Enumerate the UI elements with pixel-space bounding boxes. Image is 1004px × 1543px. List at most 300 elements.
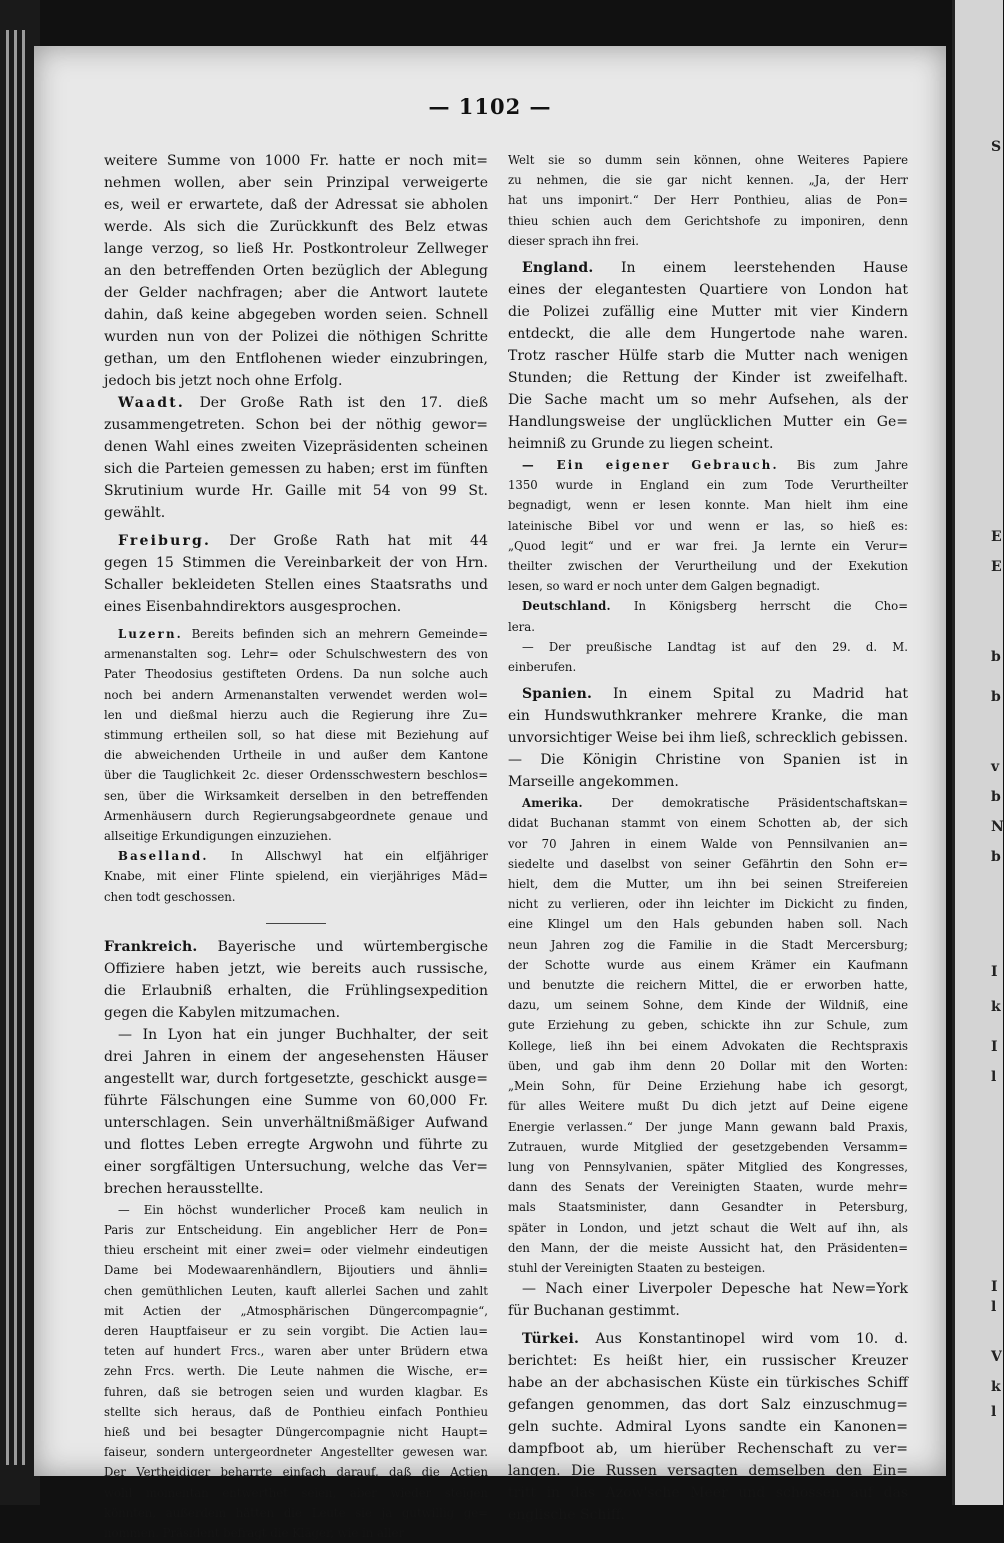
line-text: Die Sache macht um so mehr Aufsehen, als der [508, 392, 908, 409]
line-text: teten auf hundert Frcs., waren aber unter Brüdern etwa [104, 1344, 488, 1359]
line-text: gute Erziehung zu geben, schickte ihn zur Schule, zum [508, 1018, 908, 1033]
text-line [508, 1015, 908, 1035]
text-line [104, 216, 488, 238]
newspaper-page [34, 46, 946, 1541]
section-heading: Frankreich. [104, 938, 198, 955]
text-line [508, 955, 908, 975]
line-text: über die Tauglichkeit 2c. dieser Ordensschwestern beschlos= [104, 768, 488, 783]
text-line [508, 874, 908, 894]
text-line [508, 1350, 908, 1372]
article-paragraph [104, 936, 488, 1024]
line-text: Bereits befinden sich an mehrern Gemeinde= [191, 627, 488, 641]
line-text: später in London, und jetzt schaut die Welt auf ihn, als [508, 1220, 908, 1235]
text-line [508, 170, 908, 190]
text-line [508, 1278, 908, 1300]
text-line [508, 211, 908, 231]
line-text: einer sorgfältigen Untersuchung, welche das Ver= [104, 1158, 488, 1175]
line-text: Stunden; die Rettung der Kinder ist zweifelhaft. [508, 370, 908, 387]
line-text: die Polizei zufällig eine Mutter mit vier Kindern [508, 304, 908, 321]
text-line [104, 326, 488, 348]
line-text: dieser sprach ihn frei. [508, 233, 639, 248]
line-text: In Königsberg herrscht die Cho= [633, 599, 908, 614]
line-text: lung von Pennsylvanien, später Mitglied des Kongresses, [508, 1159, 908, 1174]
text-line [508, 433, 908, 455]
line-text: tritt in das Azow'sche Meer und schossen auf das [508, 1485, 908, 1502]
text-line [508, 1300, 908, 1322]
text-line [104, 260, 488, 282]
line-text: Kollege, ließ ihn bei einem Advokaten die Rechtspraxis [508, 1038, 908, 1053]
line-text: an den betreffenden Orten bezüglich der Ablegung [104, 263, 488, 279]
line-text: fuhren, daß sie betrogen seien und wurden klagbar. Es [104, 1384, 488, 1399]
line-text: neun Jahren zog die Familie in die Stadt Mercersburg; [508, 937, 908, 952]
text-line [508, 1394, 908, 1416]
text-line [104, 1402, 488, 1422]
line-text: habe an der abchasischen Küste ein türkisches Schiff [508, 1375, 908, 1392]
text-line [104, 1046, 488, 1068]
text-line [104, 1462, 488, 1482]
text-line [508, 1056, 908, 1076]
line-text: für alles Weitere mußt Du dich jetzt auf Deine eigene [508, 1099, 908, 1114]
line-text: „Mein Sohn, für Deine Erziehung habe ich gesorgt, [508, 1079, 908, 1094]
line-text: stimmung ertheilen soll, so hat diese mit Beziehung auf [104, 728, 488, 743]
section-heading: — Ein eigener Gebrauch. [522, 458, 779, 473]
line-text: dazu, um seinem Sohne, dem Kinde der Wildniß, eine [508, 998, 908, 1013]
text-line [508, 617, 908, 637]
line-text: lange verzog, so ließ Hr. Postkontroleur Zellweger [104, 241, 488, 257]
line-text: Handlungsweise der unglücklichen Mutter ein Ge= [508, 414, 908, 431]
text-line [508, 813, 908, 833]
line-text: — Der preußische Landtag ist auf den 29. d. M. [522, 639, 908, 654]
line-text: einberufen. [508, 660, 577, 675]
text-line [104, 392, 488, 414]
text-line [104, 282, 488, 304]
line-text: denen Wahl eines zweiten Vizepräsidenten scheinen [104, 439, 488, 455]
text-line [104, 765, 488, 785]
text-line [104, 1422, 488, 1442]
text-line [508, 637, 908, 657]
line-text: heimniß zu Grunde zu liegen scheint. [508, 436, 774, 453]
line-text: die abweichenden Urtheile in und außer dem Kantone [104, 748, 488, 763]
line-text: hat uns imponirt.“ Der Herr Ponthieu, alias de Pon= [508, 193, 908, 208]
line-text: drei Jahren in einem der angesehensten Häuser [104, 1048, 488, 1065]
article-paragraph [104, 530, 488, 618]
text-line [508, 975, 908, 995]
line-text: — In Lyon hat ein junger Buchhalter, der seit [118, 1026, 488, 1043]
text-line [104, 936, 488, 958]
line-text: didat Buchanan stammt von einem Schotten ab, der sich [508, 816, 908, 831]
text-line [508, 995, 908, 1015]
article-paragraph [508, 637, 908, 677]
text-line [508, 1416, 908, 1438]
line-text: unvorsichtiger Weise bei ihm ließ, schrecklich gebissen. [508, 730, 908, 747]
line-text: englische Schiff. [508, 1507, 625, 1524]
line-text: hielt, dem die Mutter, um ihn bei seinen Streifereien [508, 877, 908, 892]
line-text: Der Große Rath ist den 17. dieß [199, 395, 488, 411]
line-text: In Allschwyl hat ein elfjähriger [230, 849, 488, 864]
line-text: Knabe, mit einer Flinte spielend, ein vierjähriges Mäd= [104, 869, 488, 884]
text-line [508, 1197, 908, 1217]
text-line [508, 914, 908, 934]
section-heading: Türkei. [522, 1331, 580, 1348]
section-heading: Luzern. [118, 627, 183, 641]
line-text: zu nehmen, die sie gar nicht kennen. „Ja, der Herr [508, 173, 908, 188]
line-text: chen gemüthlichen Leuten, kauft allerlei Sachen und zahlt [104, 1283, 488, 1298]
line-text: Energie verlassen.“ Der junge Mann gewann bald Praxis, [508, 1119, 908, 1134]
margin-fragment: k [991, 999, 1001, 1015]
text-line [508, 301, 908, 323]
text-line [508, 727, 908, 749]
section-heading: Freiburg. [118, 533, 212, 549]
article-paragraph [508, 1278, 908, 1322]
text-line [104, 1260, 488, 1280]
line-text: siedelte und daselbst von seiner Gefährtin den Sohn er= [508, 856, 908, 871]
text-line [508, 367, 908, 389]
line-text: langen. Die Russen versagten demselben den Ein= [508, 1463, 908, 1480]
text-line [508, 556, 908, 576]
section-heading: Waadt. [118, 395, 185, 411]
line-text: Trotz rascher Hülfe starb die Mutter nach wenigen [508, 348, 908, 365]
text-line [508, 150, 908, 170]
text-line [104, 596, 488, 618]
text-line [508, 1482, 908, 1504]
text-line [508, 411, 908, 433]
section-heading: Deutschland. [522, 599, 611, 614]
line-text: — Die Königin Christine von Spanien ist in [508, 752, 908, 769]
line-text: nommen. Präsident befragt die Kläger, wie in aller [104, 1526, 404, 1541]
margin-fragment: v [991, 759, 1000, 775]
article-paragraph [508, 150, 908, 251]
text-line [104, 1002, 488, 1024]
right-column [508, 150, 908, 1526]
line-text: mit Actien der „Atmosphärischen Düngercompagnie“, [104, 1303, 488, 1318]
margin-fragment: b [991, 689, 1001, 705]
text-line [104, 238, 488, 260]
text-line [508, 576, 908, 596]
line-text: jedoch bis jetzt noch ohne Erfolg. [104, 373, 343, 389]
line-text: In einem Spital zu Madrid hat [612, 686, 908, 703]
text-line [104, 1068, 488, 1090]
margin-fragment: N [991, 819, 1004, 835]
text-line [104, 436, 488, 458]
text-line [104, 1361, 488, 1381]
line-text: Bayerische und würtembergische [217, 938, 488, 955]
text-line [104, 194, 488, 216]
text-line [508, 771, 908, 793]
line-text: gefangen genommen, das dort Salz einzuschmug= [508, 1397, 908, 1414]
text-line [104, 304, 488, 326]
text-line [508, 596, 908, 616]
text-line [508, 1504, 908, 1526]
text-line [104, 574, 488, 596]
line-text: hieß und bei besagter Düngercompagnie nicht Haupt= [104, 1425, 488, 1440]
line-text: Bis zum Jahre [796, 458, 908, 473]
text-line [104, 1382, 488, 1402]
text-line [104, 980, 488, 1002]
line-text: üben, und gab ihm denn 20 Dollar mit den Worten: [508, 1058, 908, 1073]
line-text: eines der elegantesten Quartiere von London hat [508, 282, 908, 299]
line-text: Skrutinium wurde Hr. Gaille mit 54 von 99 St. [104, 483, 488, 499]
margin-fragment: l [991, 1404, 997, 1420]
line-text: Dame bei Modewaarenhändlern, Bijoutiers und ähnli= [104, 1263, 488, 1278]
line-text: mals Staatsminister, dann Gesandter in Petersburg, [508, 1200, 908, 1215]
text-line [104, 1024, 488, 1046]
line-text: allseitige Erkundigungen einzuziehen. [104, 829, 332, 844]
text-line [508, 1328, 908, 1350]
margin-fragment: I [991, 1279, 998, 1295]
line-text: könnten, außerdem hätten die Leute sie ja gutwillig ge= [104, 1505, 488, 1520]
line-text: wurden nun von der Polizei die nöthigen Schritte [104, 329, 488, 345]
article-paragraph [508, 596, 908, 636]
margin-fragment: b [991, 649, 1001, 665]
text-line [508, 1258, 908, 1278]
article-paragraph [508, 1328, 908, 1526]
line-text: und flottes Leben erregte Argwohn und führte zu [104, 1136, 488, 1153]
text-line [508, 257, 908, 279]
text-line [508, 834, 908, 854]
line-text: eines Eisenbahndirektors ausgesprochen. [104, 599, 402, 615]
line-text: begnadigt, wenn er lesen konnte. Man hielt ihm eine [508, 498, 908, 513]
text-line [104, 1523, 488, 1543]
line-text: gewählt. [104, 505, 166, 521]
article-paragraph [104, 846, 488, 907]
text-line [104, 1090, 488, 1112]
margin-fragment: I [991, 1039, 998, 1055]
left-column [104, 150, 488, 1543]
line-text: thieu erscheint mit einer zwei= oder vielmehr eindeutigen [104, 1243, 488, 1258]
text-line [508, 231, 908, 251]
text-line [104, 786, 488, 806]
text-line [508, 1218, 908, 1238]
text-line [508, 345, 908, 367]
line-text: lera. [508, 619, 535, 634]
line-text: Zutrauen, wurde Mitglied der gesetzgebenden Versamm= [508, 1139, 908, 1154]
text-line [508, 455, 908, 475]
line-text: nehmen wollen, aber sein Prinzipal verweigerte [104, 175, 488, 191]
text-line [104, 348, 488, 370]
article-paragraph [104, 1024, 488, 1200]
line-text: Welt sie so dumm sein können, ohne Weiteres Papiere [508, 153, 908, 167]
text-line [508, 1096, 908, 1116]
text-line [508, 475, 908, 495]
line-text: Der Vertheidiger beharrte einfach darauf, daß die Actien [104, 1465, 488, 1480]
margin-fragment: I [991, 964, 998, 980]
text-line [104, 745, 488, 765]
line-text: dampfboot ab, um hierüber Rechenschaft zu ver= [508, 1441, 908, 1458]
text-line [104, 1341, 488, 1361]
line-text: der Gelder nachfragen; aber die Antwort lautete [104, 285, 488, 301]
text-line [508, 683, 908, 705]
line-text: Armenhäusern durch Regierungsabgeordnete genaue und [104, 808, 488, 823]
article-paragraph [104, 624, 488, 846]
line-text: Der demokratische Präsidentschaftskan= [611, 796, 908, 811]
line-text: werde. Als sich die Zurückkunft des Belz etwas [104, 219, 488, 235]
text-line [104, 725, 488, 745]
line-text: angestellt war, durch fortgesetzte, geschickt ausge= [104, 1070, 488, 1087]
text-line [104, 1281, 488, 1301]
text-line [508, 1076, 908, 1096]
line-text: zehn Frcs. werth. Die Leute nahmen die Wische, er= [104, 1364, 488, 1379]
line-text: thieu schien auch dem Gerichtshofe zu imponiren, denn [508, 213, 908, 228]
text-line [508, 1372, 908, 1394]
text-line [104, 958, 488, 980]
line-text: sich die Parteien gemessen zu haben; erst im fünften [104, 461, 488, 477]
text-line [104, 458, 488, 480]
line-text: armenanstalten sog. Lehr= oder Schulschwestern des von [104, 647, 488, 662]
text-line [104, 705, 488, 725]
text-line [508, 536, 908, 556]
text-line [508, 1460, 908, 1482]
line-text: für Buchanan gestimmt. [508, 1303, 680, 1320]
text-line [508, 705, 908, 727]
text-line [508, 1036, 908, 1056]
section-heading: Amerika. [522, 796, 583, 811]
text-line [104, 1483, 488, 1503]
article-paragraph [508, 683, 908, 793]
text-line [104, 1321, 488, 1341]
line-text: gegen 15 Stimmen die Vereinbarkeit der von Hrn. [104, 555, 488, 571]
text-line [104, 664, 488, 684]
text-line [508, 749, 908, 771]
text-line [104, 806, 488, 826]
line-text: sen, über die Wirksamkeit derselben in den betreffenden [104, 788, 488, 803]
text-line [104, 1156, 488, 1178]
line-text: eine Klingel um den Hals gebunden haben soll. Nach [508, 917, 908, 932]
margin-fragment: b [991, 789, 1001, 805]
line-text: noch bei andern Armenanstalten verwendet werden wol= [104, 687, 488, 702]
text-line [508, 1157, 908, 1177]
text-line [508, 1238, 908, 1258]
text-line [508, 935, 908, 955]
text-line [104, 1240, 488, 1260]
line-text: Der Große Rath hat mit 44 [229, 533, 488, 549]
line-text: 1350 wurde in England ein zum Tode Verurtheilter [508, 478, 908, 493]
text-line [104, 1112, 488, 1134]
line-text: len und dießmal hierzu auch die Regierung ihre Zu= [104, 707, 488, 722]
line-text: In einem leerstehenden Hause [621, 260, 908, 277]
section-heading: Spanien. [522, 686, 593, 703]
line-text: berichtet: Es heißt hier, ein russischer Kreuzer [508, 1353, 908, 1370]
line-text: Aus Konstantinopel wird vom 10. d. [595, 1331, 908, 1348]
text-line [508, 495, 908, 515]
text-line [508, 1137, 908, 1157]
line-text: es, weil er erwartete, daß der Adressat sie abholen [104, 197, 488, 213]
text-line [104, 866, 488, 886]
line-text: Schaller bekleideten Stellen eines Staatsraths und [104, 577, 488, 593]
line-text: deren Hauptfaiseur er zu sein vorgibt. Die Actien lau= [104, 1324, 488, 1339]
article-paragraph [104, 392, 488, 524]
text-line [508, 1177, 908, 1197]
text-line [104, 1220, 488, 1240]
text-line [508, 323, 908, 345]
text-line [104, 1178, 488, 1200]
line-text: der Schotte wurde aus einem Krämer ein Kaufmann [508, 957, 908, 972]
line-text: Paris zur Entscheidung. Ein angeblicher Herr de Pon= [104, 1223, 488, 1238]
text-line [508, 854, 908, 874]
line-text: die Erlaubniß erhalten, die Frühlingsexpedition [104, 982, 488, 999]
text-line [104, 150, 488, 172]
line-text: stellte sich heraus, daß de Ponthieu einfach Ponthieu [104, 1404, 488, 1419]
adjacent-page-strip [952, 0, 1003, 1505]
section-heading: England. [522, 260, 594, 277]
text-line [104, 1134, 488, 1156]
line-text: wohl momentan entwerthet seien, aber wieder steigen [104, 1485, 488, 1500]
article-paragraph [104, 150, 488, 392]
article-paragraph [508, 455, 908, 596]
article-paragraph [508, 257, 908, 455]
line-text: geln suchte. Admiral Lyons sandte ein Kanonen= [508, 1419, 908, 1436]
margin-fragment: E [991, 529, 1002, 545]
line-text: Offiziere haben jetzt, wie bereits auch russische, [104, 960, 488, 977]
line-text: entdeckt, die alle dem Hungertode nahe waren. [508, 326, 908, 343]
article-paragraph [104, 1200, 488, 1543]
page-number: — 1102 — [428, 94, 552, 119]
text-line [104, 1200, 488, 1220]
line-text: — Nach einer Liverpoler Depesche hat New=York [522, 1281, 908, 1298]
text-line [508, 657, 908, 677]
line-text: lateinische Bibel vor und wenn er las, so hieß es: [508, 518, 908, 533]
text-line [104, 502, 488, 524]
line-text: „Quod legit“ und er war frei. Ja lernte ein Verur= [508, 538, 908, 553]
line-text: unterschlagen. Sein unverhältnißmäßiger Aufwand [104, 1114, 488, 1131]
line-text: vor 70 Jahren in einem Walde von Pennsilvanien an= [508, 836, 908, 851]
text-line [104, 685, 488, 705]
margin-fragment: S [991, 139, 1002, 155]
margin-fragment: l [991, 1299, 997, 1315]
article-paragraph [508, 793, 908, 1278]
text-line [104, 552, 488, 574]
line-text: lesen, so ward er noch unter dem Galgen begnadigt. [508, 579, 820, 594]
text-line [104, 1442, 488, 1462]
text-line [104, 624, 488, 644]
margin-fragment: l [991, 1069, 997, 1085]
line-text: Pater Theodosius gestifteten Ordens. Da nun solche auch [104, 667, 488, 682]
text-line [104, 172, 488, 194]
text-line [104, 370, 488, 392]
line-text: — Ein höchst wunderlicher Proceß kam neulich in [118, 1202, 488, 1217]
line-text: stuhl der Vereinigten Staaten zu besteigen. [508, 1260, 766, 1275]
line-text: gethan, um den Entflohenen wieder einzubringen, [104, 351, 488, 367]
line-text: theilter zwischen der Verurtheilung und der Exekution [508, 559, 908, 574]
line-text: faiseur, sondern untergeordneter Angestellter gewesen war. [104, 1445, 488, 1460]
section-divider [266, 923, 326, 924]
margin-fragment: V [991, 1349, 1002, 1365]
line-text: dahin, daß keine abgegeben worden seien. Schnell [104, 307, 488, 323]
line-text: chen todt geschossen. [104, 889, 236, 904]
line-text: führte Fälschungen eine Summe von 60,000 Fr. [104, 1092, 488, 1109]
line-text: und benutzte die reichern Mittel, die er erworben hatte, [508, 978, 908, 993]
line-text: ein Hundswuthkranker mehrere Kranke, die man [508, 708, 908, 725]
text-line [104, 1301, 488, 1321]
text-line [508, 389, 908, 411]
text-line [508, 1438, 908, 1460]
line-text: nicht zu verlieren, oder ihn leichter im Dickicht zu finden, [508, 897, 908, 912]
text-line [104, 826, 488, 846]
line-text: gegen die Kabylen mitzumachen. [104, 1004, 341, 1021]
text-line [104, 644, 488, 664]
line-text: dann des Senats der Vereinigten Staaten, wurde mehr= [508, 1180, 908, 1195]
margin-fragment: E [991, 559, 1002, 575]
text-line [508, 279, 908, 301]
margin-fragment: k [991, 1379, 1001, 1395]
line-text: weitere Summe von 1000 Fr. hatte er noch mit= [104, 153, 488, 169]
margin-fragment: b [991, 849, 1001, 865]
line-text: brechen herausstellte. [104, 1180, 264, 1197]
line-text: den Mann, der die meiste Aussicht hat, den Präsidenten= [508, 1240, 908, 1255]
text-line [508, 516, 908, 536]
text-line [508, 793, 908, 813]
text-line [508, 1117, 908, 1137]
line-text: zusammengetreten. Schon bei der nöthig gewor= [104, 417, 488, 433]
